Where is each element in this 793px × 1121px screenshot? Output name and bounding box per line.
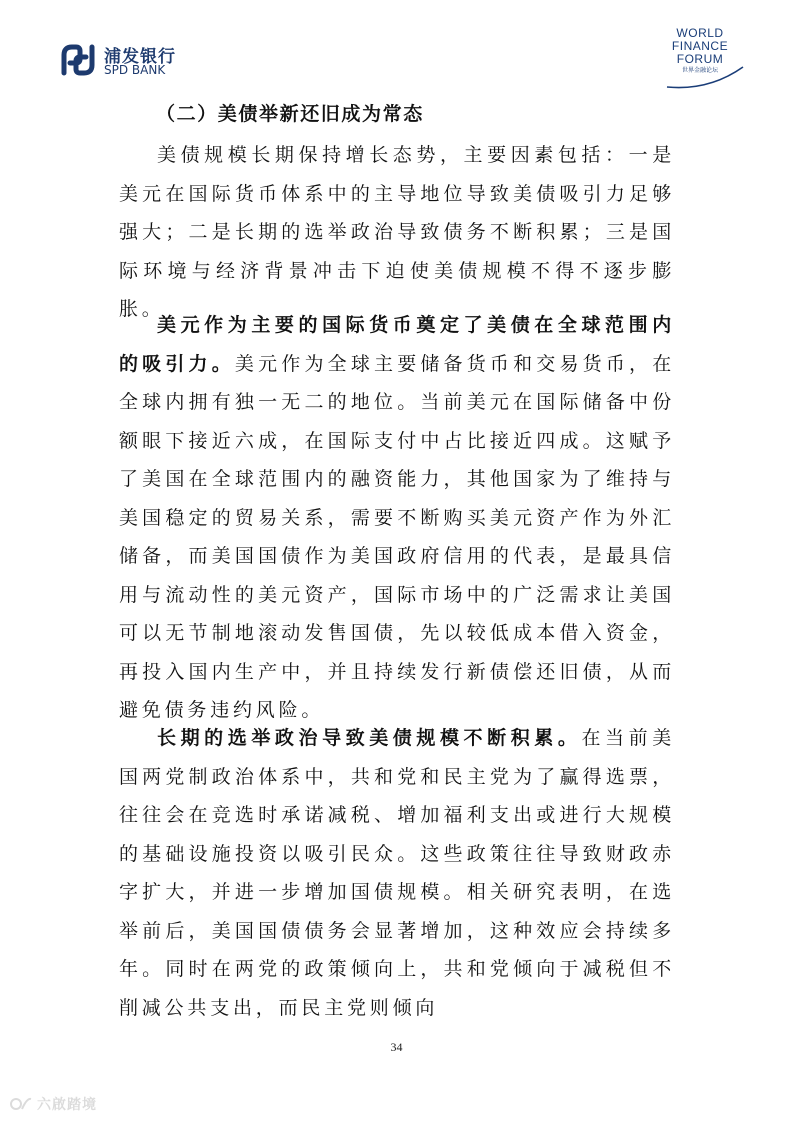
wff-line-world: WORLD (676, 26, 724, 40)
spd-bank-name-cn: 浦发银行 (104, 47, 176, 67)
section-heading: （二）美债举新还旧成为常态 (156, 103, 424, 125)
watermark-logo-icon (10, 1096, 32, 1112)
wff-swoosh-icon (663, 65, 747, 91)
spd-bank-name-en: SPD BANK (104, 63, 166, 77)
watermark-text: 六啟踏境 (37, 1097, 97, 1113)
paragraph-2-body: 美元作为全球主要储备货币和交易货币，在全球内拥有独一无二的地位。当前美元在国际储备中份额眼下接近六成，在国际支付中占比接近四成。这赋予了美国在全球范围内的融资能力，其他国家为了维持与美国稳定的贸易关系，需要不断购买美元资产作为外汇储备，而美国国债作为美国政府信用的代表，是最具信用与流动性的美元资产，国际市场中的广泛需求让美国可以无节制地滚动发售国债，先以较低成本借入资金，再投入国内生产中，并且持续发行新债偿还旧债，从而避免债务违约风险。 (119, 352, 675, 721)
world-finance-forum-logo (655, 27, 745, 89)
page-number: 34 (390, 1040, 403, 1054)
paragraph-2 (119, 306, 675, 730)
paragraph-3-lead: 长期的选举政治导致美债规模不断积累。 (157, 727, 582, 749)
wff-name-cn: 世界金融论坛 (681, 67, 718, 74)
wff-line-forum: FORUM (676, 52, 724, 66)
paragraph-2-lead: 美元作为主要的国际货币奠定了美债在全球范围内的吸引力。 (119, 314, 675, 375)
watermark (10, 1094, 130, 1114)
spd-bank-logo-icon (58, 43, 98, 77)
wff-line-finance: FINANCE (671, 39, 729, 53)
paragraph-3-body: 在当前美国两党制政治体系中，共和党和民主党为了赢得选票，往往会在竞选时承诺减税、增加福利支出或进行大规模的基础设施投资以吸引民众。这些政策往往导致财政赤字扩大，并进一步增加国债规模。相关研究表明，在选举前后，美国国债债务会显著增加，这种效应会持续多年。同时在两党的政策倾向上，共和党倾向于减税但不削减公共支出，而民主党则倾向 (119, 727, 675, 1019)
paragraph-1: 美债规模长期保持增长态势，主要因素包括：一是美元在国际货币体系中的主导地位导致美债吸引力足够强大；二是长期的选举政治导致债务不断积累；三是国际环境与经济背景冲击下迫使美债规模不得不逐步膨胀。 (119, 144, 675, 320)
spd-bank-logo (58, 40, 193, 80)
paragraph-3 (119, 719, 675, 1027)
